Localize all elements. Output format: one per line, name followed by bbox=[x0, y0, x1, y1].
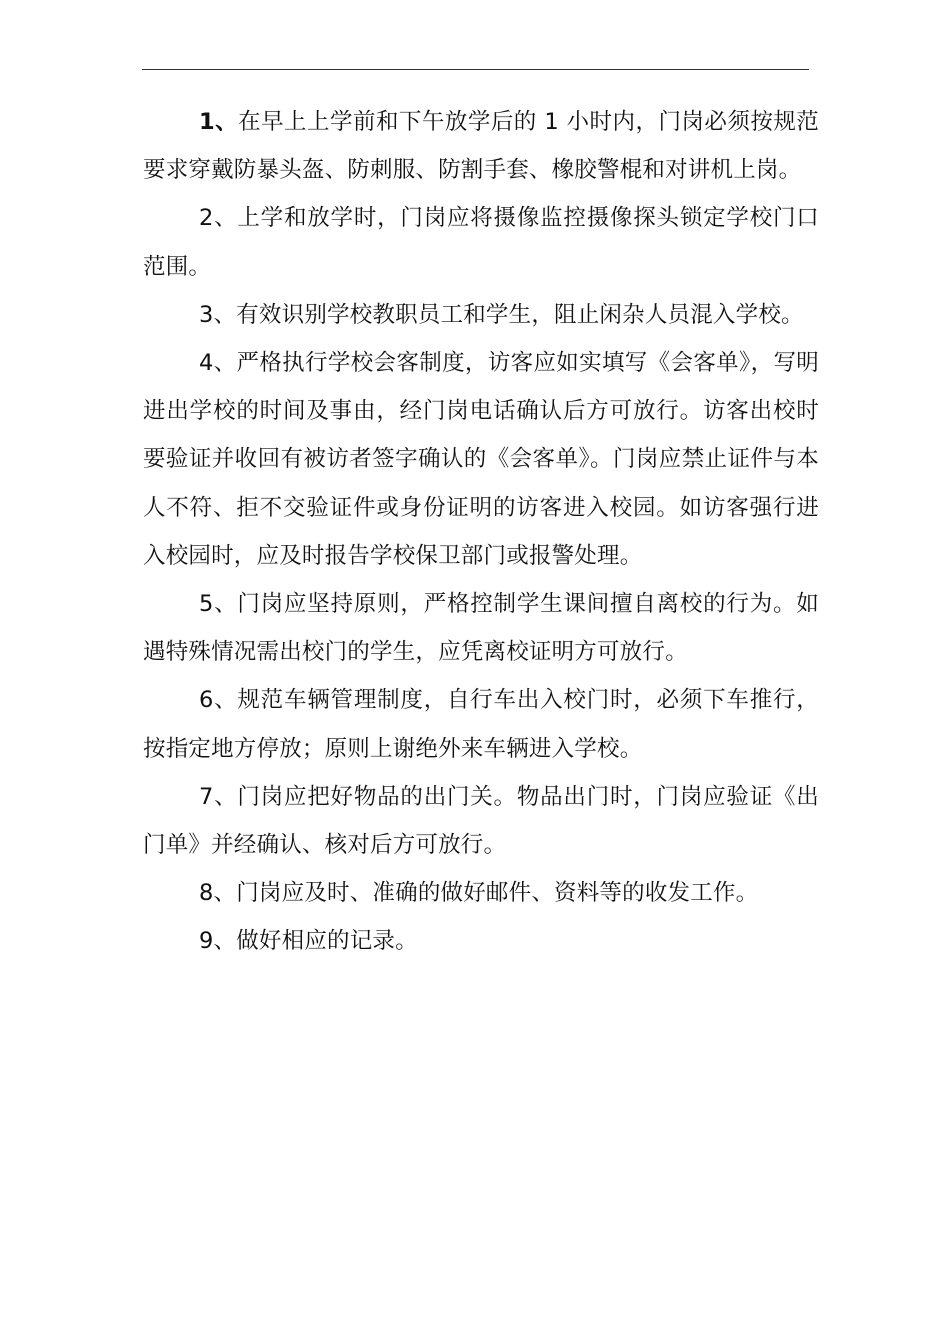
paragraph-5 bbox=[143, 580, 819, 676]
paragraph-3 bbox=[143, 291, 819, 339]
paragraph-4 bbox=[143, 339, 819, 580]
paragraph-text: 规范车辆管理制度，自行车出入校门时，必须下车推行，按指定地方停放；原则上谢绝外来车辆进入学校。 bbox=[143, 687, 819, 762]
paragraph-text: 门岗应及时、准确的做好邮件、资料等的收发工作。 bbox=[236, 880, 759, 907]
paragraph-2 bbox=[143, 194, 819, 290]
paragraph-text: 有效识别学校教职员工和学生，阻止闲杂人员混入学校。 bbox=[236, 301, 804, 328]
paragraph-number: 9、 bbox=[199, 928, 237, 955]
paragraph-number: 8、 bbox=[199, 880, 237, 907]
paragraph-8 bbox=[143, 869, 819, 917]
paragraph-text: 在早上上学前和下午放学后的 1 小时内，门岗必须按规范要求穿戴防暴头盔、防刺服、防割手套、橡胶警棍和对讲机上岗。 bbox=[143, 109, 819, 184]
paragraph-6 bbox=[143, 676, 819, 772]
paragraph-7 bbox=[143, 773, 819, 869]
paragraph-number: 2、 bbox=[199, 205, 238, 232]
paragraph-9 bbox=[143, 917, 819, 965]
header-rule bbox=[142, 69, 809, 70]
paragraph-text: 做好相应的记录。 bbox=[236, 928, 418, 955]
paragraph-text: 门岗应坚持原则，严格控制学生课间擅自离校的行为。如遇特殊情况需出校门的学生，应凭离校证明方可放行。 bbox=[143, 591, 819, 666]
paragraph-text: 上学和放学时，门岗应将摄像监控摄像探头锁定学校门口范围。 bbox=[143, 205, 819, 280]
paragraph-number: 5、 bbox=[199, 591, 238, 618]
paragraph-number: 1、 bbox=[199, 109, 239, 135]
paragraph-number: 6、 bbox=[199, 687, 238, 714]
paragraph-text: 严格执行学校会客制度，访客应如实填写《会客单》，写明进出学校的时间及事由，经门岗电话确认后方可放行。访客出校时要验证并收回有被访者签字确认的《会客单》。门岗应禁止证件与本人不符、拒不交验证件或身份证明的访客进入校园。如访客强行进入校园时，应及时报告学校保卫部门或报警处理。 bbox=[143, 350, 819, 569]
paragraph-number: 4、 bbox=[199, 350, 237, 377]
paragraph-number: 3、 bbox=[199, 301, 237, 328]
paragraph-text: 门岗应把好物品的出门关。物品出门时，门岗应验证《出门单》并经确认、核对后方可放行。 bbox=[143, 783, 819, 859]
paragraph-1 bbox=[143, 98, 819, 194]
paragraph-number: 7、 bbox=[199, 783, 238, 810]
document-body bbox=[143, 98, 819, 966]
